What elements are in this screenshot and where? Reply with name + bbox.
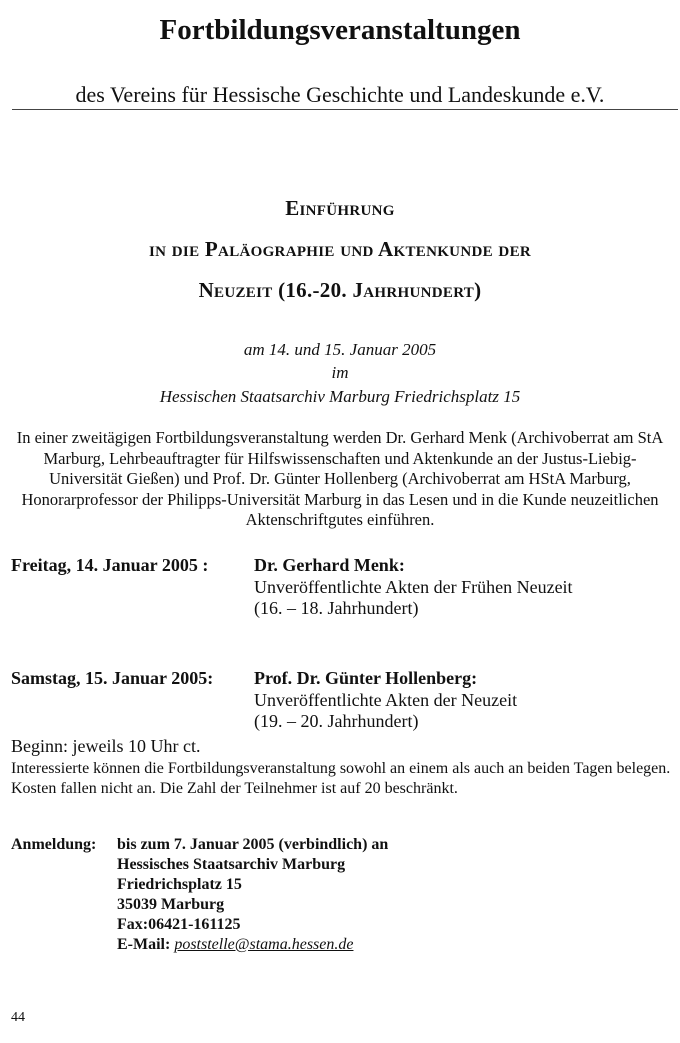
registration-email-label: E-Mail: <box>117 936 171 953</box>
intro-paragraph: In einer zweitägigen Fortbildungsveranstaltung werden Dr. Gerhard Menk (Archivoberrat am StA Marburg, Lehrbeauftragter für Hilfswissenschaften und Aktenkunde an der Justus-Liebig-Universität Gießen) und Prof. Dr. Günter Hollenberg (Archivoberrat am HStA Marburg, Honorarprofessor der Philipps-Universität Marburg in das Lesen und in die Kunde neuzeitlichen Aktenschriftgutes einführen. <box>16 428 664 529</box>
schedule-day-2-speaker: Prof. Dr. Günter Hollenberg: <box>254 668 478 688</box>
registration-fax: Fax:06421-161125 <box>117 916 241 933</box>
start-time: Beginn: jeweils 10 Uhr ct. <box>11 736 201 756</box>
registration-city: 35039 Marburg <box>117 896 225 913</box>
registration-email-row <box>117 935 388 955</box>
schedule-day-1-topic: Unveröffentlichte Akten der Frühen Neuzeit <box>254 577 573 597</box>
registration-deadline: bis zum 7. Januar 2005 (verbindlich) an <box>117 836 389 853</box>
schedule-day-2-period: (19. – 20. Jahrhundert) <box>254 711 419 731</box>
course-heading-line-1: Einführung <box>285 196 395 220</box>
schedule-day-1-speaker: Dr. Gerhard Menk: <box>254 555 405 575</box>
event-date: am 14. und 15. Januar 2005 <box>243 340 437 359</box>
schedule-day-2-date: Samstag, 15. Januar 2005: <box>11 668 214 688</box>
course-heading-line-3: Neuzeit (16.-20. Jahrhundert) <box>198 278 482 302</box>
registration-institution: Hessisches Staatsarchiv Marburg <box>117 856 346 873</box>
page-number: 44 <box>11 1010 25 1025</box>
course-heading-line-2: in die Paläographie und Aktenkunde der <box>148 237 532 261</box>
registration-label: Anmeldung: <box>11 836 97 853</box>
event-im: im <box>331 363 349 382</box>
registration-details <box>117 835 388 955</box>
page-title: Fortbildungsveranstaltungen <box>159 14 521 46</box>
page-subtitle: des Vereins für Hessische Geschichte und Landeskunde e.V. <box>75 82 605 107</box>
schedule-day-2-topic-block <box>254 690 517 732</box>
schedule-day-1-topic-block <box>254 577 573 619</box>
event-place: Hessischen Staatsarchiv Marburg Friedrichsplatz 15 <box>159 387 521 406</box>
header-divider <box>12 109 678 110</box>
participation-note: Interessierte können die Fortbildungsveranstaltung sowohl an einem als auch an beiden Tagen belegen. Kosten fallen nicht an. Die Zahl der Teilnehmer ist auf 20 beschränkt. <box>11 760 671 797</box>
schedule-day-2-topic: Unveröffentlichte Akten der Neuzeit <box>254 690 518 710</box>
schedule-day-1-date: Freitag, 14. Januar 2005 : <box>11 555 209 575</box>
registration-street: Friedrichsplatz 15 <box>117 876 242 893</box>
registration-email-link[interactable]: poststelle@stama.hessen.de <box>174 936 354 953</box>
schedule-day-1-period: (16. – 18. Jahrhundert) <box>254 598 419 618</box>
